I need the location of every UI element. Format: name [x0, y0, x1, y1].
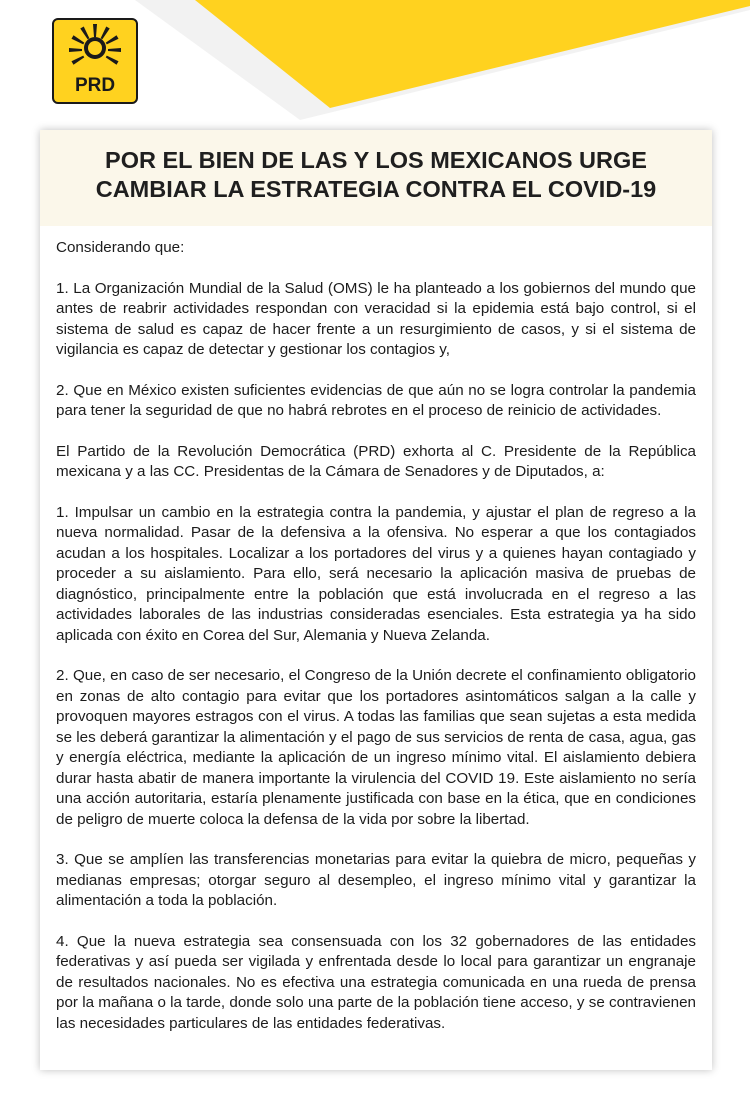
statement-body [56, 238, 696, 1054]
headline-line-2: CAMBIAR LA ESTRATEGIA CONTRA EL COVID-19 [95, 176, 657, 202]
intro-text: Considerando que: [56, 239, 185, 256]
considerando-2: 2. Que en México existen suficientes evidencias de que aún no se logra controlar la pandemia para tener la seguridad de que no habrá rebrotes en el proceso de reinicio de actividades. [56, 381, 696, 419]
prd-logo [52, 18, 138, 104]
punto-4: 4. Que la nueva estrategia sea consensuada con los 32 gobernadores de las entidades federativas y así pueda ser vigilada y enfrentada desde lo local para garantizar un engranaje de resultados nacionales. No es efectiva una estrategia comunicada en una rueda de prensa por la mañana o la tarde, donde solo una parte de la población tiene acceso, y se contravienen las necesidades particulares de las entidades federativas. [56, 932, 696, 1032]
statement-card [40, 130, 712, 1070]
card-header [40, 130, 712, 226]
punto-2: 2. Que, en caso de ser necesario, el Congreso de la Unión decrete el confinamiento obligatorio en zonas de alto contagio para evitar que los portadores asintomáticos salgan a la calle y provoquen mayores estragos con el virus. A todas las familias que sean sujetas a esta medida se les deberá garantizar la alimentación y el pago de sus servicios de renta de casa, agua, gas y energía eléctrica, mediante la aplicación de un ingreso mínimo vital. El aislamiento debiera durar hasta abatir de manera importante la virulencia del COVID 19. Este aislamiento no sería una acción autoritaria, estaría plenamente justificada con base en la ética, que en condiciones de peligro de muerte coloca la defensa de la vida por sobre la libertad. [56, 667, 696, 828]
headline-line-1: POR EL BIEN DE LAS Y LOS MEXICANOS URGE [105, 147, 647, 173]
punto-1: 1. Impulsar un cambio en la estrategia contra la pandemia, y ajustar el plan de regreso a la nueva normalidad. Pasar de la defensiva a la ofensiva. No esperar a que los contagiados acudan a los hospitales. Localizar a los portadores del virus y a quienes hayan contagiado y proceder a su aislamiento. Para ello, será necesario la aplicación masiva de pruebas de diagnóstico, principalmente entre la población que está involucrada en el regreso a las actividades laborales de las industrias consideradas esenciales. Esta estrategia ya ha sido aplicada con éxito en Corea del Sur, Alemania y Nueva Zelanda. [56, 503, 696, 644]
considerando-1: 1. La Organización Mundial de la Salud (OMS) le ha planteado a los gobiernos del mundo que antes de reabrir actividades respondan con veracidad si la epidemia está bajo control, si el sistema de salud es capaz de hacer frente a un resurgimiento de casos, y si el sistema de vigilancia es capaz de detectar y gestionar los contagios y, [56, 279, 696, 358]
logo-text: PRD [74, 75, 116, 96]
sun-icon [54, 20, 136, 80]
exhorto-text: El Partido de la Revolución Democrática (PRD) exhorta al C. Presidente de la República mexicana y a las CC. Presidentas de la Cámara de Senadores y de Diputados, a: [56, 442, 696, 480]
headline [40, 146, 712, 204]
punto-3: 3. Que se amplíen las transferencias monetarias para evitar la quiebra de micro, pequeñas y medianas empresas; otorgar seguro al desempleo, el ingreso mínimo vital y garantizar la alimentación a toda la población. [56, 851, 696, 909]
